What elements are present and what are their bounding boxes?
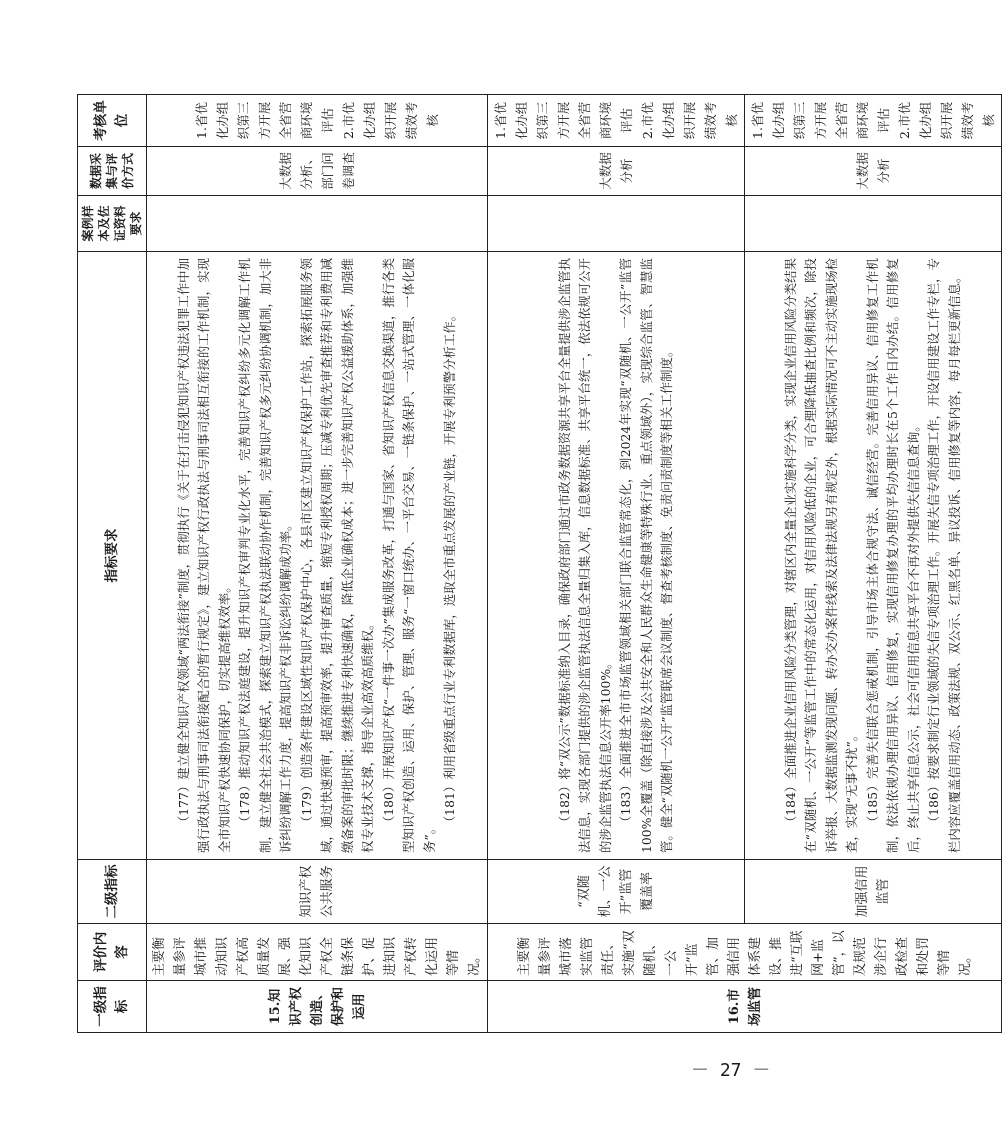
req-item: （179）创造条件建设区域性知识产权保护中心，各县市区建立知识产权保护工作站，探索拓展服务领域，通过快速预审，提高预审效率，提升审查质量，缩短专利授权周期；压减专利优先审查推荐和专利费用减缴备案的审批时限；继续推进专利快速确权，降低企业确权成本；进一步完善知识产权公益援助体系，加强维权专业技术支撑，指导企业高效高质维权。 <box>298 258 375 853</box>
row2-l2: “双随机、一公开”监管覆盖率 <box>488 860 745 924</box>
table-row <box>488 95 745 1033</box>
header-method: 数据采集与评价方式 <box>78 147 147 196</box>
row1-method: 大数据分析、部门问卷调查 <box>147 147 488 196</box>
row1-l2: 知识产权公共服务 <box>147 860 488 924</box>
row1-l1: 15.知识产权创造、保护和运用 <box>147 981 488 1033</box>
row3-unit: 1.省优化办组织第三方开展全省营商环境评估 2.市优化办组织开展绩效考核 <box>745 95 1002 147</box>
table-row <box>147 95 488 1033</box>
header-unit: 考核单位 <box>78 95 147 147</box>
header-l1: 一级指标 <box>78 981 147 1033</box>
row2-unit: 1.省优化办组织第三方开展全省营商环境评估 2.市优化办组织开展绩效考核 <box>488 95 745 147</box>
indicator-table <box>77 94 1002 1033</box>
row3-method: 大数据分析 <box>745 147 1002 196</box>
row2-sample <box>488 196 745 252</box>
req-item: （183）全面推进全市市场监管领域相关部门联合监管常态化，到2024年实现“双随机、一公开”监管100%全覆盖（除直接涉及公共安全和人民群众生命健康等特殊行业、重点领域外），实现综合监管、智慧监管。健全“双随机一公开”监管联席会议制度、督查考核制度、免责问责制度等相关工作制度。 <box>618 258 674 853</box>
rotated-table-region <box>77 95 996 1033</box>
row3-l2: 加强信用监管 <box>745 860 1002 924</box>
row2-requirements <box>488 252 745 860</box>
table-header-row <box>78 95 147 1033</box>
row1-content: 主要衡量参评城市推动知识产权高质量发展、强化知识产权全链条保护、促进知识产权转化运用等情况。 <box>147 924 488 981</box>
header-sample: 案例样本及佐证资料要求 <box>78 196 147 252</box>
header-l2: 二级指标 <box>78 860 147 924</box>
req-item: （185）完善失信联合惩戒机制，引导市场主体合规守法、诚信经营。完善信用异议、信用修复工作机制，依法依规办理信用异议、信用修复，实现信用修复办理的平均办理时长在5个工作日内办结。信用修复后，终止共享信息公示，社会可信用信息共享平台不再对外提供失信信息查询。 <box>864 258 921 853</box>
header-requirements: 指标要求 <box>78 252 147 860</box>
header-content: 评价内容 <box>78 924 147 981</box>
row2-l1: 16.市场监管 <box>488 981 1002 1033</box>
row2-method: 大数据分析 <box>488 147 745 196</box>
table-row <box>745 95 1002 1033</box>
row3-sample <box>745 196 1002 252</box>
row1-requirements <box>147 252 488 860</box>
row2-content: 主要衡量参评城市落实监管责任、实施“双随机、一公开”监管、加强信用体系建设、推进“互联网+监管”，以及规范涉企行政检查和处罚等情况。 <box>488 924 1002 981</box>
row3-requirements <box>745 252 1002 860</box>
req-item: （178）推动知识产权法庭建设，提升知识产权审判专业化水平，完善知识产权纠纷多元化调解工作机制，建立健全社会共治模式，探索建立知识产权执法联动协作机制，完善知识产权多元纠纷协调机制，加大非诉纠纷调解工作力度，提高知识产权非诉讼纠纷调解成功率。 <box>237 258 293 853</box>
row1-unit: 1.省优化办组织第三方开展全省营商环境评估 2.市优化办组织开展绩效考核 <box>147 95 488 147</box>
req-item: （180）开展知识产权“一件事一次办”集成服务改革，打通与国家、省知识产权信息交换渠道，推行各类型知识产权创造、运用、保护、管理、服务“一窗口统办、一平台交易、一链条保护、一站式管理、一体化服务”。 <box>380 258 437 853</box>
req-item: （182）将“双公示”数据标准纳入目录，确保政府部门通过市政务数据资源共享平台全量提供涉企监管执法信息，实现各部门提供的涉企监管执法信息全量归集入库，信息数据标准、共享平台统一，依法依规可公开的涉企监管执法信息公开率100%。 <box>556 258 613 853</box>
req-item: （181）利用省级重点行业专利数据库，选取全市重点发展的产业链，开展专利预警分析工作。 <box>442 308 457 829</box>
req-item: （177）建立健全知识产权领域“两法衔接”制度，贯彻执行《关于在打击侵犯知识产权违法犯罪工作中加强行政执法与刑事司法衔接配合的暂行规定》，建立知识产权行政执法与刑事司法相互衔接的工作机制，实现全市知识产权快速协同保护，切实提高维权效率。 <box>175 258 232 853</box>
row1-sample <box>147 196 488 252</box>
req-item: （184）全面推进企业信用风险分类管理，对辖区内全量企业实施科学分类，实现企业信用风险分类结果在“双随机、一公开”等监管工作中的常态化运用，对信用风险低的企业，可合理降低抽查比例和频次，除投诉举报、大数据监测发现问题、转办交办案件线索及法律法规另有规定外，根据实际情况可不主动实施现场检查，实现“无事不扰”。 <box>782 258 860 853</box>
req-item: （186）按要求制定行业领域的失信专项治理工作。开展失信专项治理工作，开设信用建设工作专栏，专栏内容应覆盖信用动态、政策法规、双公示、红黑名单、异议投诉、信用修复等内容，每月每栏更新信息。 <box>926 258 962 853</box>
page-number: － 27 － <box>691 1060 771 1081</box>
